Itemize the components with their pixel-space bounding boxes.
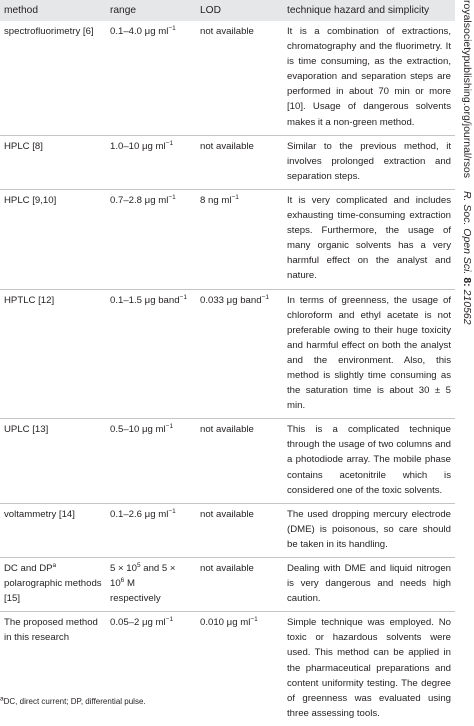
header-hazard: technique hazard and simplicity	[283, 0, 455, 21]
cell-lod: not available	[200, 26, 254, 37]
cell-lod: not available	[196, 558, 283, 612]
cell-method: DC and $DP^a$ polarographic methods [15]	[0, 558, 106, 612]
sidebar-text	[461, 0, 473, 325]
cell-lod: 0.033 μg band$^{-1}$	[196, 289, 283, 419]
cell-method: UPLC [13]	[0, 419, 106, 503]
cell-hazard: The used dropping mercury electrode (DME) is poisonous, so care should be taken in its handling.	[283, 503, 455, 557]
cell-hazard: Similar to the previous method, it involves prolonged extraction and separation steps.	[283, 135, 455, 189]
journal-url: royalsocietypublishing.org/journal/rsos	[461, 0, 473, 179]
table-row	[0, 419, 455, 503]
table-row	[0, 289, 455, 419]
cell-method: The proposed method in this research	[0, 612, 106, 726]
journal-citation: R. Soc. Open Sci. 8: 210562	[461, 190, 473, 325]
cell-range: 1.0–10 μg $ml^{-1}$	[106, 135, 196, 189]
cell-range: 0.1–2.6 μg $ml^{-1}$	[106, 503, 196, 557]
cell-method: spectrofluorimetry [6]	[4, 26, 94, 37]
cell-lod: not available	[196, 135, 283, 189]
table-row	[0, 558, 455, 612]
cell-hazard: In terms of greenness, the usage of chloroform and ethyl acetate is not preferable owing to their huge toxicity and harmful effect on both the analyst and the environment. Also, this method is slightly time consuming as the saturation time is about 30 ± 5 min.	[283, 289, 455, 419]
cell-range: 0.7–2.8 μg $ml^{-1}$	[106, 189, 196, 289]
cell-lod: not available	[196, 503, 283, 557]
cell-hazard: This is a complicated technique through the usage of two columns and a photodiode array. The mobile phase contains acetonitrile which is considered one of the toxic solvents.	[283, 419, 455, 503]
cell-lod: 0.010 μg $ml^{-1}$	[196, 612, 283, 726]
cell-hazard: It is very complicated and includes exhausting time-consuming extraction steps. Furthermore, the usage of many organic solvents has a very harmful effect on the analyst and nature.	[283, 189, 455, 289]
cell-lod: not available	[196, 419, 283, 503]
table-row	[0, 189, 455, 289]
cell-hazard: Simple technique was employed. No toxic or hazardous solvents were used. This method can be applied in the pharmaceutical preparations and content uniformity testing. The degree of greenness was evaluated using three assessing tools.	[283, 612, 455, 726]
cell-method: HPTLC [12]	[0, 289, 106, 419]
cell-method: HPLC [9,10]	[0, 189, 106, 289]
table-row	[0, 135, 455, 189]
cell-range: 0.1–1.5 μg band$^{-1}$	[106, 289, 196, 419]
header-method: method	[0, 0, 106, 21]
cell-method: voltammetry [14]	[0, 503, 106, 557]
table-footnote: $^a$DC, direct current; DP, differential pulse.	[0, 695, 146, 706]
cell-range: 0.1–4.0 μg $ml^{-1}$	[110, 24, 176, 37]
table-row	[0, 503, 455, 557]
header-range: range	[106, 0, 196, 21]
cell-method: HPLC [8]	[0, 135, 106, 189]
cell-range: $5 \times 10^5$ and 5 × $10^6$ M respectively	[106, 558, 196, 612]
cell-hazard: It is a combination of extractions, chromatography and the fluorimetry. It is time consuming, as the extraction, evaporation and separation steps are performed in about 70 min or more [10]. Usage of dangerous solvents makes it a non-green method.	[287, 26, 451, 128]
cell-range: 0.5–10 μg $ml^{-1}$	[106, 419, 196, 503]
journal-sidebar	[460, 0, 474, 704]
table-row	[0, 612, 455, 726]
cell-lod: 8 ng $ml^{-1}$	[196, 189, 283, 289]
table-header-row	[0, 0, 455, 21]
table-row	[0, 21, 455, 135]
cell-hazard: Dealing with DME and liquid nitrogen is very dangerous and needs high caution.	[283, 558, 455, 612]
cell-range: 0.05–2 μg $ml^{-1}$	[106, 612, 196, 726]
header-lod: LOD	[196, 0, 283, 21]
